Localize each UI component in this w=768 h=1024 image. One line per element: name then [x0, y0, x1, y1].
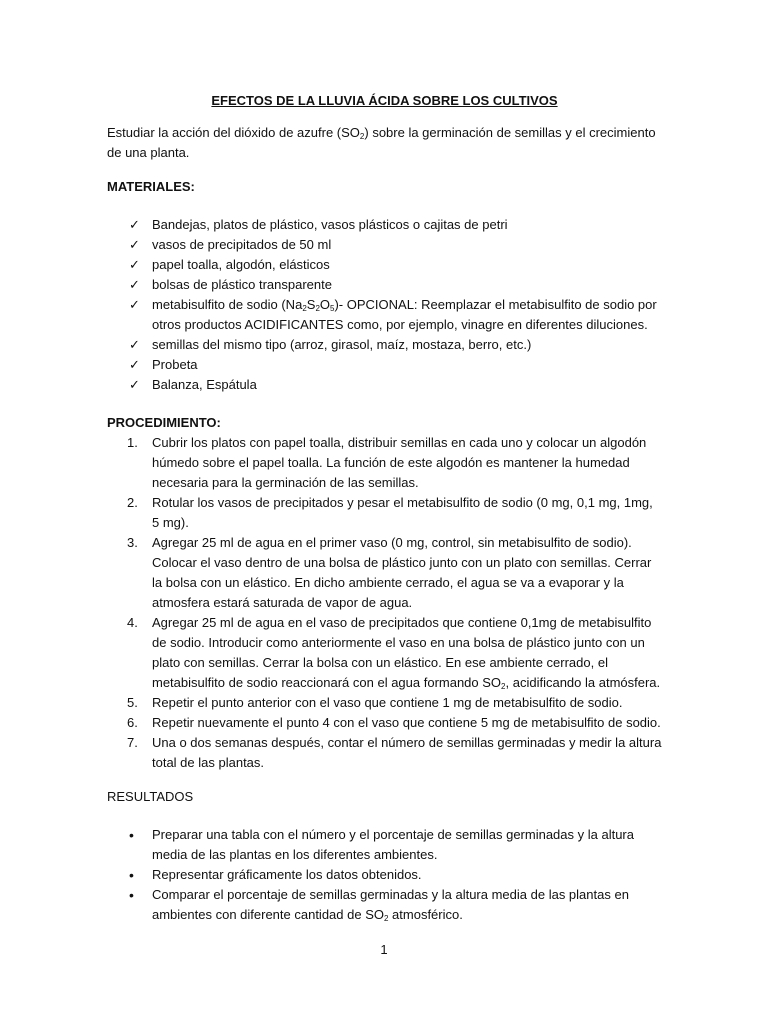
bullet-icon: •	[129, 867, 134, 883]
step-text: Agregar 25 ml de agua en el primer vaso (0 mg, control, sin metabisulfito de sodio). Colocar el vaso dentro de una bolsa de plástico junto con un plato con semillas. Cerrar la bolsa con un elástico. En dicho ambiente cerrado, el agua se va a evaporar y la atmosfera estará saturada de vapor de agua.	[152, 535, 652, 610]
intro-text-before: Estudiar la acción del dióxido de azufre (SO	[107, 125, 360, 140]
step-text: Rotular los vasos de precipitados y pesar el metabisulfito de sodio (0 mg, 0,1 mg, 1mg, 5 mg).	[152, 495, 653, 530]
resultados-item	[107, 885, 662, 925]
item3-text-before: Comparar el porcentaje de semillas germinadas y la altura media de las plantas en ambientes con diferente cantidad de SO	[152, 887, 629, 922]
step-text: Repetir nuevamente el punto 4 con el vaso que contiene 5 mg de metabisulfito de sodio.	[152, 715, 661, 730]
step4-subscript: 2	[501, 682, 506, 691]
checkmark-icon: ✓	[129, 297, 140, 312]
checkmark-icon: ✓	[129, 237, 140, 252]
step-number: 6.	[127, 715, 138, 730]
materiales-item-text: bolsas de plástico transparente	[152, 277, 332, 292]
materiales-item	[107, 375, 662, 395]
resultados-item	[107, 825, 662, 865]
materiales-item-text: vasos de precipitados de 50 ml	[152, 237, 332, 252]
procedimiento-step	[107, 533, 662, 613]
metabisulfito-text-1: metabisulfito de sodio (Na	[152, 297, 303, 312]
step-number: 4.	[127, 615, 138, 630]
intro-subscript: 2	[359, 132, 365, 141]
checkmark-icon: ✓	[129, 357, 140, 372]
procedimiento-step	[107, 433, 662, 493]
step-number: 2.	[127, 495, 138, 510]
resultados-list	[107, 825, 662, 925]
procedimiento-heading: PROCEDIMIENTO:	[107, 415, 221, 430]
metabisulfito-sub-2: 2	[315, 304, 320, 313]
materiales-item-text: papel toalla, algodón, elásticos	[152, 257, 330, 272]
metabisulfito-sub-3: 5	[330, 304, 335, 313]
procedimiento-step	[107, 493, 662, 533]
checkmark-icon: ✓	[129, 377, 140, 392]
step-number: 1.	[127, 435, 138, 450]
page-number: 1	[380, 942, 388, 957]
item3-text-after: atmosférico.	[388, 907, 463, 922]
checkmark-icon: ✓	[129, 217, 140, 232]
materiales-item	[107, 235, 662, 255]
step-number: 5.	[127, 695, 138, 710]
metabisulfito-text-2: S	[306, 297, 316, 312]
intro-text-after: ) sobre la germinación de semillas y el crecimiento de una planta.	[107, 125, 656, 160]
materiales-item-text: Probeta	[152, 357, 198, 372]
resultados-item-text: Representar gráficamente los datos obtenidos.	[152, 867, 422, 882]
step-text: Repetir el punto anterior con el vaso que contiene 1 mg de metabisulfito de sodio.	[152, 695, 623, 710]
step4-text-before: Agregar 25 ml de agua en el vaso de precipitados que contiene 0,1mg de metabisulfito de sodio. Introducir como anteriormente el vaso en una bolsa de plástico junto con un plato con semillas. Cerrar la bolsa con un elástico. En ese ambiente cerrado, el metabisulfito de sodio reaccionará con el agua formando SO	[152, 615, 652, 690]
materiales-item	[107, 355, 662, 375]
bullet-icon: •	[129, 827, 134, 843]
procedimiento-list	[107, 433, 662, 773]
resultados-heading: RESULTADOS	[107, 789, 194, 804]
procedimiento-step	[107, 613, 662, 693]
item3-subscript: 2	[383, 914, 389, 923]
checkmark-icon: ✓	[129, 277, 140, 292]
metabisulfito-sub-1: 2	[302, 304, 307, 313]
checkmark-icon: ✓	[129, 257, 140, 272]
procedimiento-step	[107, 713, 662, 733]
materiales-list	[107, 215, 662, 395]
intro-paragraph	[107, 123, 662, 163]
materiales-item	[107, 275, 662, 295]
step-number: 3.	[127, 535, 138, 550]
materiales-item	[107, 255, 662, 275]
materiales-item	[107, 335, 662, 355]
step-text: Cubrir los platos con papel toalla, distribuir semillas en cada uno y colocar un algodón húmedo sobre el papel toalla. La función de este algodón es mantener la humedad necesaria para la germinación de las semillas.	[152, 435, 647, 490]
materiales-item	[107, 215, 662, 235]
resultados-item	[107, 865, 662, 885]
step-text: Una o dos semanas después, contar el número de semillas germinadas y medir la altura total de las plantas.	[152, 735, 662, 770]
materiales-item-metabisulfito	[107, 295, 662, 335]
checkmark-icon: ✓	[129, 337, 140, 352]
bullet-icon: •	[129, 887, 134, 903]
metabisulfito-text-3: O	[319, 297, 331, 312]
materiales-heading: MATERIALES:	[107, 179, 195, 194]
resultados-item-text: Preparar una tabla con el número y el porcentaje de semillas germinadas y la altura media de las plantas en los diferentes ambientes.	[152, 827, 634, 862]
document-body	[107, 91, 662, 925]
materiales-item-text: Bandejas, platos de plástico, vasos plásticos o cajitas de petri	[152, 217, 508, 232]
metabisulfito-text-4: )- OPCIONAL: Reemplazar el metabisulfito de sodio por otros productos ACIDIFICANTES como, por ejemplo, vinagre en diferentes diluciones.	[152, 297, 657, 332]
document-title: EFECTOS DE LA LLUVIA ÁCIDA SOBRE LOS CULTIVOS	[211, 93, 558, 108]
step4-text-after: , acidificando la atmósfera.	[505, 675, 661, 690]
materiales-item-text: Balanza, Espátula	[152, 377, 257, 392]
step-number: 7.	[127, 735, 138, 750]
procedimiento-step	[107, 693, 662, 713]
materiales-item-text: semillas del mismo tipo (arroz, girasol, maíz, mostaza, berro, etc.)	[152, 337, 532, 352]
procedimiento-step	[107, 733, 662, 773]
